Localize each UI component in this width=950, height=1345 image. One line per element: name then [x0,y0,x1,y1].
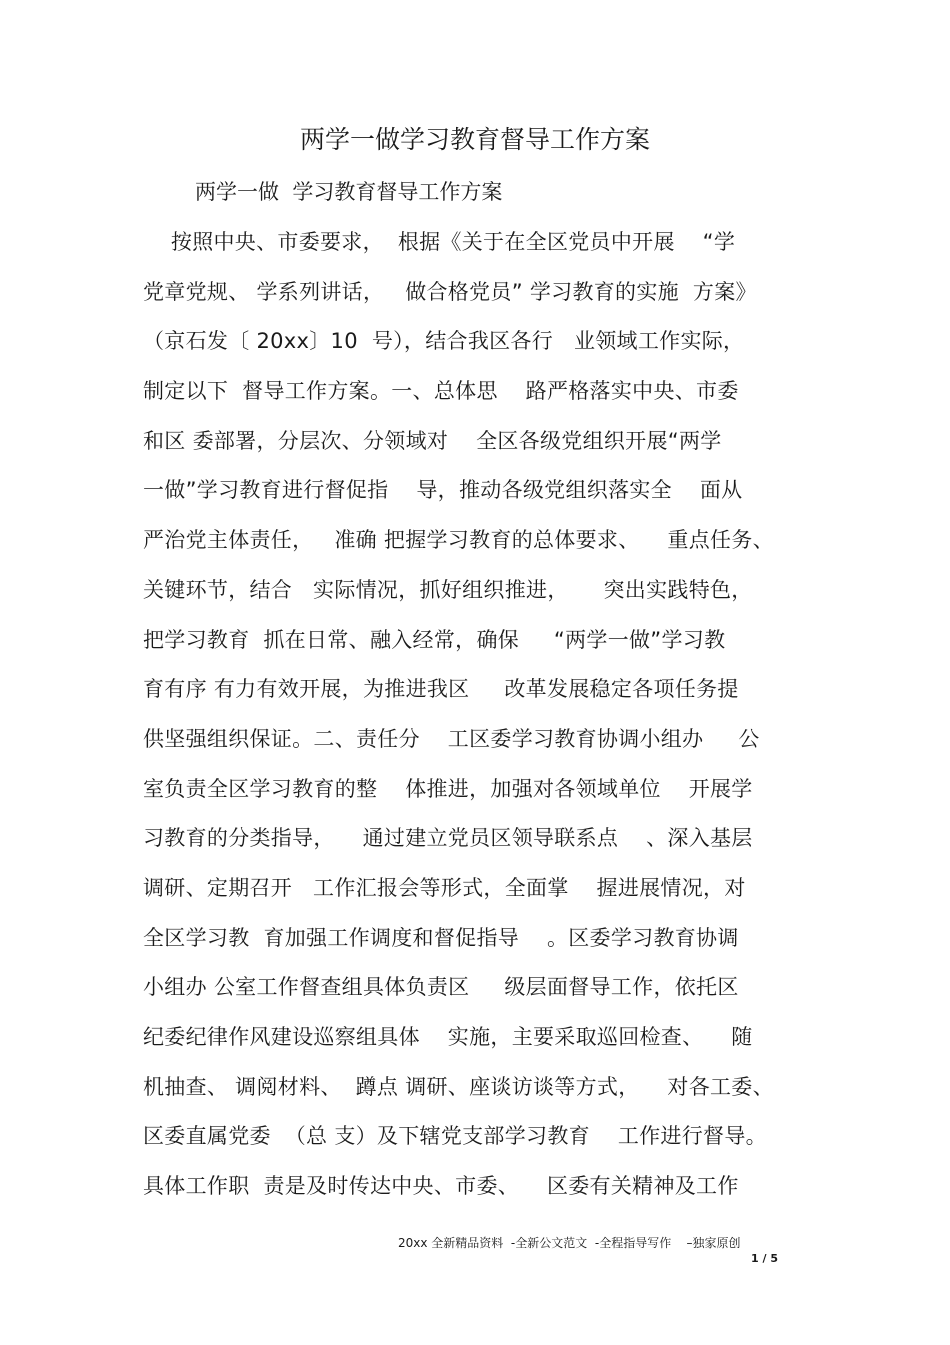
document-subtitle: 两学一做 学习教育督导工作方案 [195,180,503,204]
body-line: 按照中央、市委要求， 根据《关于在全区党员中开展 “学 [143,230,736,254]
body-line: 制定以下 督导工作方案。一、总体思 路严格落实中央、市委 [143,379,739,404]
page-number: 1 / 5 [751,1252,778,1265]
body-line: 室负责全区学习教育的整 体推进，加强对各领域单位 开展学 [143,776,753,801]
body-line: 供坚强组织保证。二、责任分 工区委学习教育协调小组办 公 [143,726,760,751]
page-footer: 20xx 全新精品资料 -全新公文范文 -全程指导写作 –独家原创 [398,1236,741,1250]
body-line: 习教育的分类指导， 通过建立党员区领导联系点 、深入基层 [143,826,753,851]
body-line: 党章党规、 学系列讲话， 做合格党员” 学习教育的实施 方案》 [143,279,757,304]
body-text [143,224,813,1218]
document-title: 两学一做学习教育督导工作方案 [299,125,650,154]
body-line: 纪委纪律作风建设巡察组具体 实施，主要采取巡回检查、 随 [143,1025,753,1049]
body-line: 和区 委部署，分层次、分领域对 全区各级党组织开展“两学 [143,428,722,453]
body-line: 调研、定期召开 工作汇报会等形式，全面掌 握进展情况，对 [143,875,746,900]
body-line: 具体工作职 责是及时传达中央、市委、 区委有关精神及工作 [143,1174,739,1199]
body-line: 把学习教育 抓在日常、融入经常，确保 “两学一做”学习教 [143,627,726,652]
body-line: 一做”学习教育进行督促指 导，推动各级党组织落实全 面从 [143,478,743,503]
body-line: 小组办 公室工作督查组具体负责区 级层面督导工作，依托区 [143,975,739,1000]
body-line: 全区学习教 育加强工作调度和督促指导 。区委学习教育协调 [143,925,739,950]
body-line: 严治党主体责任， 准确 把握学习教育的总体要求、 重点任务、 [143,528,774,553]
body-line: 区委直属党委 （总 支）及下辖党支部学习教育 工作进行督导。 [143,1124,767,1149]
body-line: 机抽查、 调阅材料、 蹲点 调研、座谈访谈等方式， 对各工委、 [143,1074,774,1099]
body-line: （京石发〔 20xx〕10 号），结合我区各行 业领域工作实际， [143,329,745,354]
body-line: 育有序 有力有效开展，为推进我区 改革发展稳定各项任务提 [143,677,739,702]
body-line: 关键环节，结合 实际情况，抓好组织推进， 突出实践特色， [143,577,753,602]
